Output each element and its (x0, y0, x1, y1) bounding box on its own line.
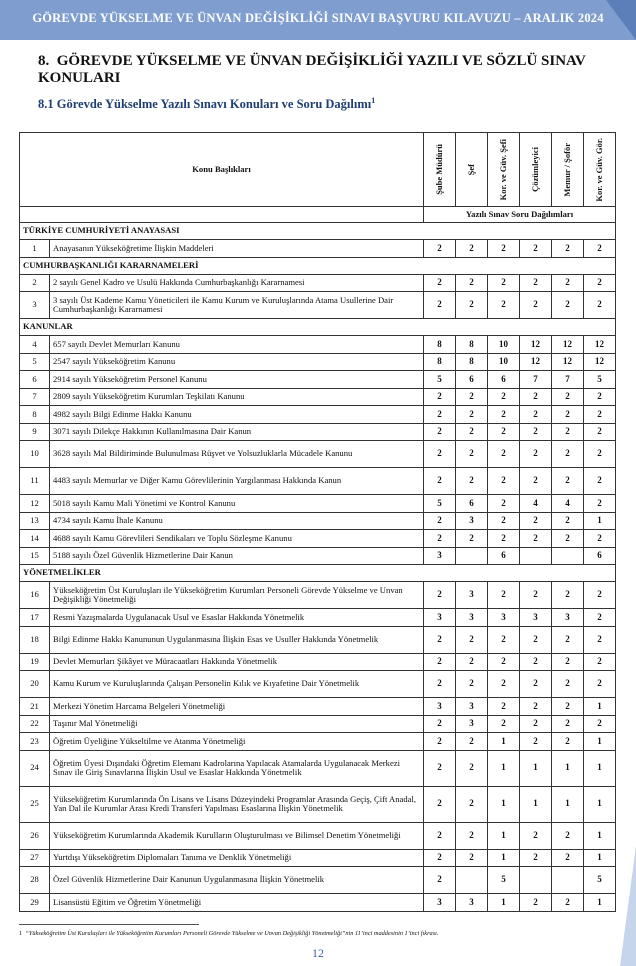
column-header: Kor. ve Güv. Şefi (488, 133, 520, 207)
question-count-cell: 2 (424, 240, 456, 258)
question-count-cell: 12 (520, 336, 552, 354)
question-count-cell: 2 (584, 423, 616, 441)
question-count-cell: 2 (488, 626, 520, 653)
question-count-cell: 2 (456, 530, 488, 548)
topic-cell: 2547 sayılı Yükseköğretim Kanunu (50, 353, 424, 371)
question-count-cell: 2 (424, 274, 456, 292)
question-count-cell: 2 (552, 849, 584, 867)
question-count-cell: 3 (456, 512, 488, 530)
question-count-cell: 2 (520, 512, 552, 530)
column-header: Memur / Şoför (552, 133, 584, 207)
question-count-cell: 2 (456, 750, 488, 786)
table-row (20, 867, 616, 894)
table-row (20, 388, 616, 406)
topic-cell: 2 sayılı Genel Kadro ve Usulü Hakkında Cumhurbaşkanlığı Kararnamesi (50, 274, 424, 292)
column-header: Şef (456, 133, 488, 207)
question-count-cell: 2 (424, 423, 456, 441)
page-number: 12 (312, 946, 324, 960)
question-count-cell: 2 (584, 671, 616, 698)
question-count-cell: 2 (424, 733, 456, 751)
table-row (20, 849, 616, 867)
row-number: 15 (20, 547, 50, 565)
section-row (20, 257, 616, 274)
table-row (20, 653, 616, 671)
question-count-cell: 2 (456, 292, 488, 319)
topic-cell: 3628 sayılı Mal Bildiriminde Bulunulması Rüşvet ve Yolsuzluklarla Mücadele Kanunu (50, 441, 424, 468)
question-count-cell: 2 (552, 406, 584, 424)
question-count-cell: 1 (520, 750, 552, 786)
question-count-cell: 2 (520, 822, 552, 849)
question-count-cell: 2 (552, 512, 584, 530)
topic-cell: 2914 sayılı Yükseköğretim Personel Kanunu (50, 371, 424, 389)
question-count-cell: 2 (552, 715, 584, 733)
question-count-cell: 2 (584, 626, 616, 653)
question-count-cell: 2 (552, 653, 584, 671)
question-count-cell: 2 (456, 733, 488, 751)
question-count-cell: 2 (584, 441, 616, 468)
topic-cell: Resmi Yazışmalarda Uygulanacak Usul ve Esaslar Hakkında Yönetmelik (50, 609, 424, 627)
banner-title: GÖREVDE YÜKSELME VE ÜNVAN DEĞİŞİKLİĞİ SINAVI BAŞVURU KILAVUZU – ARALIK 2024 (32, 11, 604, 25)
topic-cell: 5018 sayılı Kamu Mali Yönetimi ve Kontrol Kanunu (50, 495, 424, 513)
table-row (20, 274, 616, 292)
row-number: 7 (20, 388, 50, 406)
question-count-cell: 2 (584, 406, 616, 424)
question-count-cell: 2 (456, 240, 488, 258)
question-count-cell: 2 (456, 441, 488, 468)
question-count-cell: 2 (552, 468, 584, 495)
topic-cell: Öğretim Üyeliğine Yükseltilme ve Atanma Yönetmeliği (50, 733, 424, 751)
question-count-cell: 2 (424, 671, 456, 698)
question-count-cell: 1 (488, 822, 520, 849)
question-count-cell: 3 (456, 715, 488, 733)
question-count-cell: 2 (520, 423, 552, 441)
question-count-cell: 1 (552, 750, 584, 786)
question-count-cell: 2 (520, 441, 552, 468)
question-count-cell: 2 (488, 423, 520, 441)
question-count-cell: 2 (456, 406, 488, 424)
question-count-cell: 2 (424, 582, 456, 609)
question-count-cell (552, 547, 584, 565)
question-count-cell (520, 547, 552, 565)
question-count-cell: 2 (424, 750, 456, 786)
topic-cell: Yükseköğretim Üst Kuruluşları ile Yükseköğretim Kurumları Personeli Görevde Yükselme ve Unvan Değişikliği Yönetmeliği (50, 582, 424, 609)
table-row (20, 750, 616, 786)
question-count-cell: 4 (552, 495, 584, 513)
question-count-cell: 2 (520, 582, 552, 609)
question-count-cell: 3 (456, 698, 488, 716)
question-count-cell: 2 (552, 698, 584, 716)
section-row (20, 223, 616, 240)
question-count-cell: 2 (456, 626, 488, 653)
question-count-cell: 1 (584, 512, 616, 530)
row-number: 3 (20, 292, 50, 319)
question-count-cell: 3 (424, 894, 456, 912)
question-count-cell: 2 (488, 715, 520, 733)
row-number: 21 (20, 698, 50, 716)
section-row (20, 565, 616, 582)
footnote-text: “Yükseköğretim Üst Kuruluşları ile Yükseköğretim Kurumları Personeli Görevde Yükselme ve Unvan Değişikliği Yönetmeliği”nin 11’inci maddesinin 1’inci fıkrası. (25, 930, 439, 937)
table-row (20, 292, 616, 319)
question-count-cell: 2 (488, 406, 520, 424)
question-count-cell: 1 (584, 750, 616, 786)
question-count-cell: 2 (424, 822, 456, 849)
question-count-cell: 2 (456, 671, 488, 698)
question-count-cell: 2 (424, 849, 456, 867)
question-count-cell: 2 (424, 468, 456, 495)
subsection-heading (38, 96, 375, 112)
topic-cell: Taşınır Mal Yönetmeliği (50, 715, 424, 733)
question-count-cell: 2 (552, 240, 584, 258)
question-count-cell: 2 (488, 441, 520, 468)
question-count-cell: 6 (584, 547, 616, 565)
question-count-cell: 1 (488, 733, 520, 751)
question-count-cell: 2 (424, 626, 456, 653)
topic-cell: Merkezi Yönetim Harcama Belgeleri Yönetmeliği (50, 698, 424, 716)
table-row (20, 609, 616, 627)
question-count-cell: 5 (488, 867, 520, 894)
section-heading (38, 53, 636, 87)
table-row (20, 698, 616, 716)
table-row (20, 822, 616, 849)
table-row (20, 441, 616, 468)
table-row (20, 733, 616, 751)
question-count-cell: 2 (456, 468, 488, 495)
question-count-cell: 2 (488, 468, 520, 495)
topic-cell: 5188 sayılı Özel Güvenlik Hizmetlerine Dair Kanun (50, 547, 424, 565)
question-count-cell: 2 (520, 388, 552, 406)
question-count-cell: 2 (456, 423, 488, 441)
question-count-cell: 1 (488, 894, 520, 912)
question-count-cell: 3 (552, 609, 584, 627)
row-number: 26 (20, 822, 50, 849)
question-count-cell: 5 (424, 495, 456, 513)
table-row (20, 547, 616, 565)
section-title: KANUNLAR (20, 319, 616, 336)
question-count-cell: 2 (520, 698, 552, 716)
topic-cell: Devlet Memurları Şikâyet ve Müracaatları Hakkında Yönetmelik (50, 653, 424, 671)
table-row (20, 894, 616, 912)
question-count-cell: 10 (488, 336, 520, 354)
question-count-cell: 2 (584, 468, 616, 495)
row-number: 24 (20, 750, 50, 786)
topic-cell: 657 sayılı Devlet Memurları Kanunu (50, 336, 424, 354)
row-number: 10 (20, 441, 50, 468)
section-title: GÖREVDE YÜKSELME VE ÜNVAN DEĞİŞİKLİĞİ YAZILI VE SÖZLÜ SINAV KONULARI (38, 53, 586, 86)
question-count-cell: 2 (520, 894, 552, 912)
question-count-cell: 5 (584, 371, 616, 389)
question-count-cell: 2 (488, 698, 520, 716)
footnote-number: 1 (19, 930, 23, 937)
question-count-cell: 12 (552, 353, 584, 371)
topic-cell: Öğretim Üyesi Dışındaki Öğretim Elemanı Kadrolarına Yapılacak Atamalarda Uygulanacak Merkezi Sınav ile Giriş Sınavlarına İlişkin Usul ve Esaslar Hakkında Yönetmelik (50, 750, 424, 786)
question-count-cell: 2 (584, 240, 616, 258)
question-count-cell: 4 (520, 495, 552, 513)
question-count-cell: 7 (520, 371, 552, 389)
header-banner (0, 0, 636, 40)
row-number: 1 (20, 240, 50, 258)
topic-cell: Lisansüstü Eğitim ve Öğretim Yönetmeliği (50, 894, 424, 912)
question-count-cell: 2 (424, 441, 456, 468)
question-count-cell: 2 (552, 388, 584, 406)
table-row (20, 582, 616, 609)
question-count-cell: 2 (584, 653, 616, 671)
question-count-cell: 2 (424, 292, 456, 319)
row-number: 22 (20, 715, 50, 733)
question-count-cell: 2 (488, 292, 520, 319)
question-count-cell: 3 (520, 609, 552, 627)
question-count-cell: 2 (456, 274, 488, 292)
question-count-cell: 8 (456, 353, 488, 371)
question-count-cell: 1 (584, 822, 616, 849)
question-count-cell: 2 (488, 388, 520, 406)
column-header: Kor. ve Güv. Gör. (584, 133, 616, 207)
section-row (20, 319, 616, 336)
table-row (20, 353, 616, 371)
question-count-cell: 2 (424, 715, 456, 733)
row-number: 16 (20, 582, 50, 609)
topic-cell: 4734 sayılı Kamu İhale Kanunu (50, 512, 424, 530)
question-count-cell: 2 (552, 530, 584, 548)
question-count-cell: 2 (424, 406, 456, 424)
exam-topics-table (19, 132, 616, 912)
question-count-cell: 2 (520, 292, 552, 319)
question-count-cell: 3 (424, 609, 456, 627)
question-count-cell: 2 (552, 626, 584, 653)
row-number: 19 (20, 653, 50, 671)
question-count-cell: 3 (456, 894, 488, 912)
distribution-header-row (20, 207, 616, 223)
topic-cell: Bilgi Edinme Hakkı Kanununun Uygulanmasına İlişkin Esas ve Usuller Hakkında Yönetmelik (50, 626, 424, 653)
table-row (20, 406, 616, 424)
question-count-cell: 7 (552, 371, 584, 389)
question-count-cell (520, 867, 552, 894)
question-count-cell: 2 (584, 582, 616, 609)
question-count-cell: 2 (520, 406, 552, 424)
footnote (19, 930, 438, 937)
question-count-cell: 2 (520, 715, 552, 733)
question-count-cell: 1 (552, 786, 584, 822)
question-count-cell: 1 (488, 786, 520, 822)
question-count-cell: 2 (520, 733, 552, 751)
row-number: 18 (20, 626, 50, 653)
question-count-cell: 2 (584, 388, 616, 406)
question-count-cell: 1 (520, 786, 552, 822)
question-count-cell: 2 (488, 495, 520, 513)
section-number: 8. (38, 53, 50, 69)
question-count-cell: 3 (456, 582, 488, 609)
question-count-cell: 6 (488, 371, 520, 389)
table-row (20, 786, 616, 822)
question-count-cell: 2 (424, 530, 456, 548)
question-count-cell: 2 (584, 274, 616, 292)
distribution-header: Yazılı Sınav Soru Dağılımları (424, 207, 616, 223)
question-count-cell: 2 (488, 512, 520, 530)
question-count-cell: 2 (584, 292, 616, 319)
row-number: 29 (20, 894, 50, 912)
table-row (20, 530, 616, 548)
question-count-cell: 2 (488, 671, 520, 698)
table-body (20, 223, 616, 912)
question-count-cell: 12 (584, 353, 616, 371)
subsection-title: 8.1 Görevde Yükselme Yazılı Sınavı Konuları ve Soru Dağılımı (38, 97, 372, 112)
row-number: 25 (20, 786, 50, 822)
question-count-cell: 3 (456, 609, 488, 627)
table-row (20, 626, 616, 653)
question-count-cell: 2 (552, 274, 584, 292)
question-count-cell: 2 (552, 292, 584, 319)
question-count-cell: 2 (424, 653, 456, 671)
question-count-cell: 3 (488, 609, 520, 627)
question-count-cell: 3 (424, 698, 456, 716)
table-row (20, 240, 616, 258)
topic-cell: Yükseköğretim Kurumlarında Akademik Kurulların Oluşturulması ve Bilimsel Denetim Yönetmeliği (50, 822, 424, 849)
topic-cell: Özel Güvenlik Hizmetlerine Dair Kanunun Uygulanmasına İlişkin Yönetmelik (50, 867, 424, 894)
topic-cell: Anayasanın Yükseköğretime İlişkin Maddeleri (50, 240, 424, 258)
question-count-cell (456, 867, 488, 894)
page-corner-decoration (620, 846, 636, 966)
question-count-cell: 1 (584, 894, 616, 912)
column-header: Şube Müdürü (424, 133, 456, 207)
question-count-cell: 2 (488, 530, 520, 548)
question-count-cell: 12 (520, 353, 552, 371)
table-row (20, 671, 616, 698)
table-row (20, 371, 616, 389)
question-count-cell (456, 547, 488, 565)
question-count-cell: 3 (424, 547, 456, 565)
question-count-cell: 2 (520, 274, 552, 292)
column-header: Çözümleyici (520, 133, 552, 207)
question-count-cell: 5 (584, 867, 616, 894)
row-number: 5 (20, 353, 50, 371)
topic-cell: Yükseköğretim Kurumlarında Ön Lisans ve Lisans Düzeyindeki Programlar Arasında Geçiş, Çift Anadal, Yan Dal ile Kurumlar Arası Kredi Transferi Yapılması Esaslarına İlişkin Yönetmelik (50, 786, 424, 822)
question-count-cell: 2 (488, 582, 520, 609)
footnote-reference: 1 (371, 96, 376, 105)
topic-cell: Kamu Kurum ve Kuruluşlarında Çalışan Personelin Kılık ve Kıyafetine Dair Yönetmelik (50, 671, 424, 698)
table-row (20, 512, 616, 530)
section-title: TÜRKİYE CUMHURİYETİ ANAYASASI (20, 223, 616, 240)
question-count-cell: 2 (552, 671, 584, 698)
question-count-cell: 2 (424, 867, 456, 894)
question-count-cell: 2 (456, 849, 488, 867)
section-title: CUMHURBAŞKANLIĞI KARARNAMELERİ (20, 257, 616, 274)
topic-cell: 4982 sayılı Bilgi Edinme Hakkı Kanunu (50, 406, 424, 424)
question-count-cell: 10 (488, 353, 520, 371)
question-count-cell: 2 (520, 530, 552, 548)
question-count-cell: 8 (424, 353, 456, 371)
topic-cell: 4483 sayılı Memurlar ve Diğer Kamu Görevlilerinin Yargılanması Hakkında Kanun (50, 468, 424, 495)
row-number: 11 (20, 468, 50, 495)
row-number: 28 (20, 867, 50, 894)
question-count-cell: 6 (456, 495, 488, 513)
question-count-cell: 1 (584, 733, 616, 751)
question-count-cell: 2 (424, 512, 456, 530)
question-count-cell: 8 (424, 336, 456, 354)
question-count-cell: 1 (488, 849, 520, 867)
question-count-cell: 2 (552, 733, 584, 751)
row-number: 20 (20, 671, 50, 698)
row-number: 13 (20, 512, 50, 530)
question-count-cell: 2 (584, 609, 616, 627)
topic-cell: 2809 sayılı Yükseköğretim Kurumları Teşkilatı Kanunu (50, 388, 424, 406)
question-count-cell: 2 (552, 423, 584, 441)
question-count-cell: 6 (488, 547, 520, 565)
row-number: 4 (20, 336, 50, 354)
question-count-cell: 2 (552, 582, 584, 609)
question-count-cell: 1 (584, 786, 616, 822)
row-number: 6 (20, 371, 50, 389)
question-count-cell: 1 (584, 849, 616, 867)
table-row (20, 423, 616, 441)
question-count-cell: 2 (584, 495, 616, 513)
table-row (20, 495, 616, 513)
question-count-cell (552, 867, 584, 894)
topic-column-header: Konu Başlıkları (20, 133, 424, 207)
topic-cell: 3071 sayılı Dilekçe Hakkının Kullanılmasına Dair Kanun (50, 423, 424, 441)
question-count-cell: 2 (488, 653, 520, 671)
row-number: 9 (20, 423, 50, 441)
question-count-cell: 2 (584, 715, 616, 733)
section-title: YÖNETMELİKLER (20, 565, 616, 582)
question-count-cell: 2 (424, 388, 456, 406)
topic-cell: 3 sayılı Üst Kademe Kamu Yöneticileri ile Kamu Kurum ve Kuruluşlarında Atama Usullerine Dair Cumhurbaşkanlığı Kararnamesi (50, 292, 424, 319)
question-count-cell: 2 (520, 849, 552, 867)
table-row (20, 468, 616, 495)
question-count-cell: 2 (520, 240, 552, 258)
footnote-divider (19, 924, 199, 925)
row-number: 27 (20, 849, 50, 867)
topic-cell: Yurtdışı Yükseköğretim Diplomaları Tanıma ve Denklik Yönetmeliği (50, 849, 424, 867)
topic-cell: 4688 sayılı Kamu Görevlileri Sendikaları ve Toplu Sözleşme Kanunu (50, 530, 424, 548)
column-header-row (20, 133, 616, 207)
question-count-cell: 2 (552, 822, 584, 849)
row-number: 8 (20, 406, 50, 424)
question-count-cell: 2 (456, 388, 488, 406)
table-row (20, 715, 616, 733)
question-count-cell: 12 (584, 336, 616, 354)
question-count-cell: 2 (456, 653, 488, 671)
question-count-cell: 2 (488, 274, 520, 292)
question-count-cell: 2 (520, 468, 552, 495)
question-count-cell: 2 (424, 786, 456, 822)
question-count-cell: 2 (584, 530, 616, 548)
table-row (20, 336, 616, 354)
row-number: 12 (20, 495, 50, 513)
question-count-cell: 2 (520, 671, 552, 698)
question-count-cell: 2 (456, 822, 488, 849)
question-count-cell: 1 (584, 698, 616, 716)
question-count-cell: 6 (456, 371, 488, 389)
question-count-cell: 2 (520, 626, 552, 653)
empty-cell (20, 207, 424, 223)
question-count-cell: 5 (424, 371, 456, 389)
question-count-cell: 8 (456, 336, 488, 354)
question-count-cell: 12 (552, 336, 584, 354)
row-number: 14 (20, 530, 50, 548)
question-count-cell: 2 (456, 786, 488, 822)
question-count-cell: 2 (488, 240, 520, 258)
row-number: 23 (20, 733, 50, 751)
row-number: 17 (20, 609, 50, 627)
question-count-cell: 2 (552, 894, 584, 912)
question-count-cell: 2 (520, 653, 552, 671)
row-number: 2 (20, 274, 50, 292)
question-count-cell: 2 (552, 441, 584, 468)
question-count-cell: 1 (488, 750, 520, 786)
